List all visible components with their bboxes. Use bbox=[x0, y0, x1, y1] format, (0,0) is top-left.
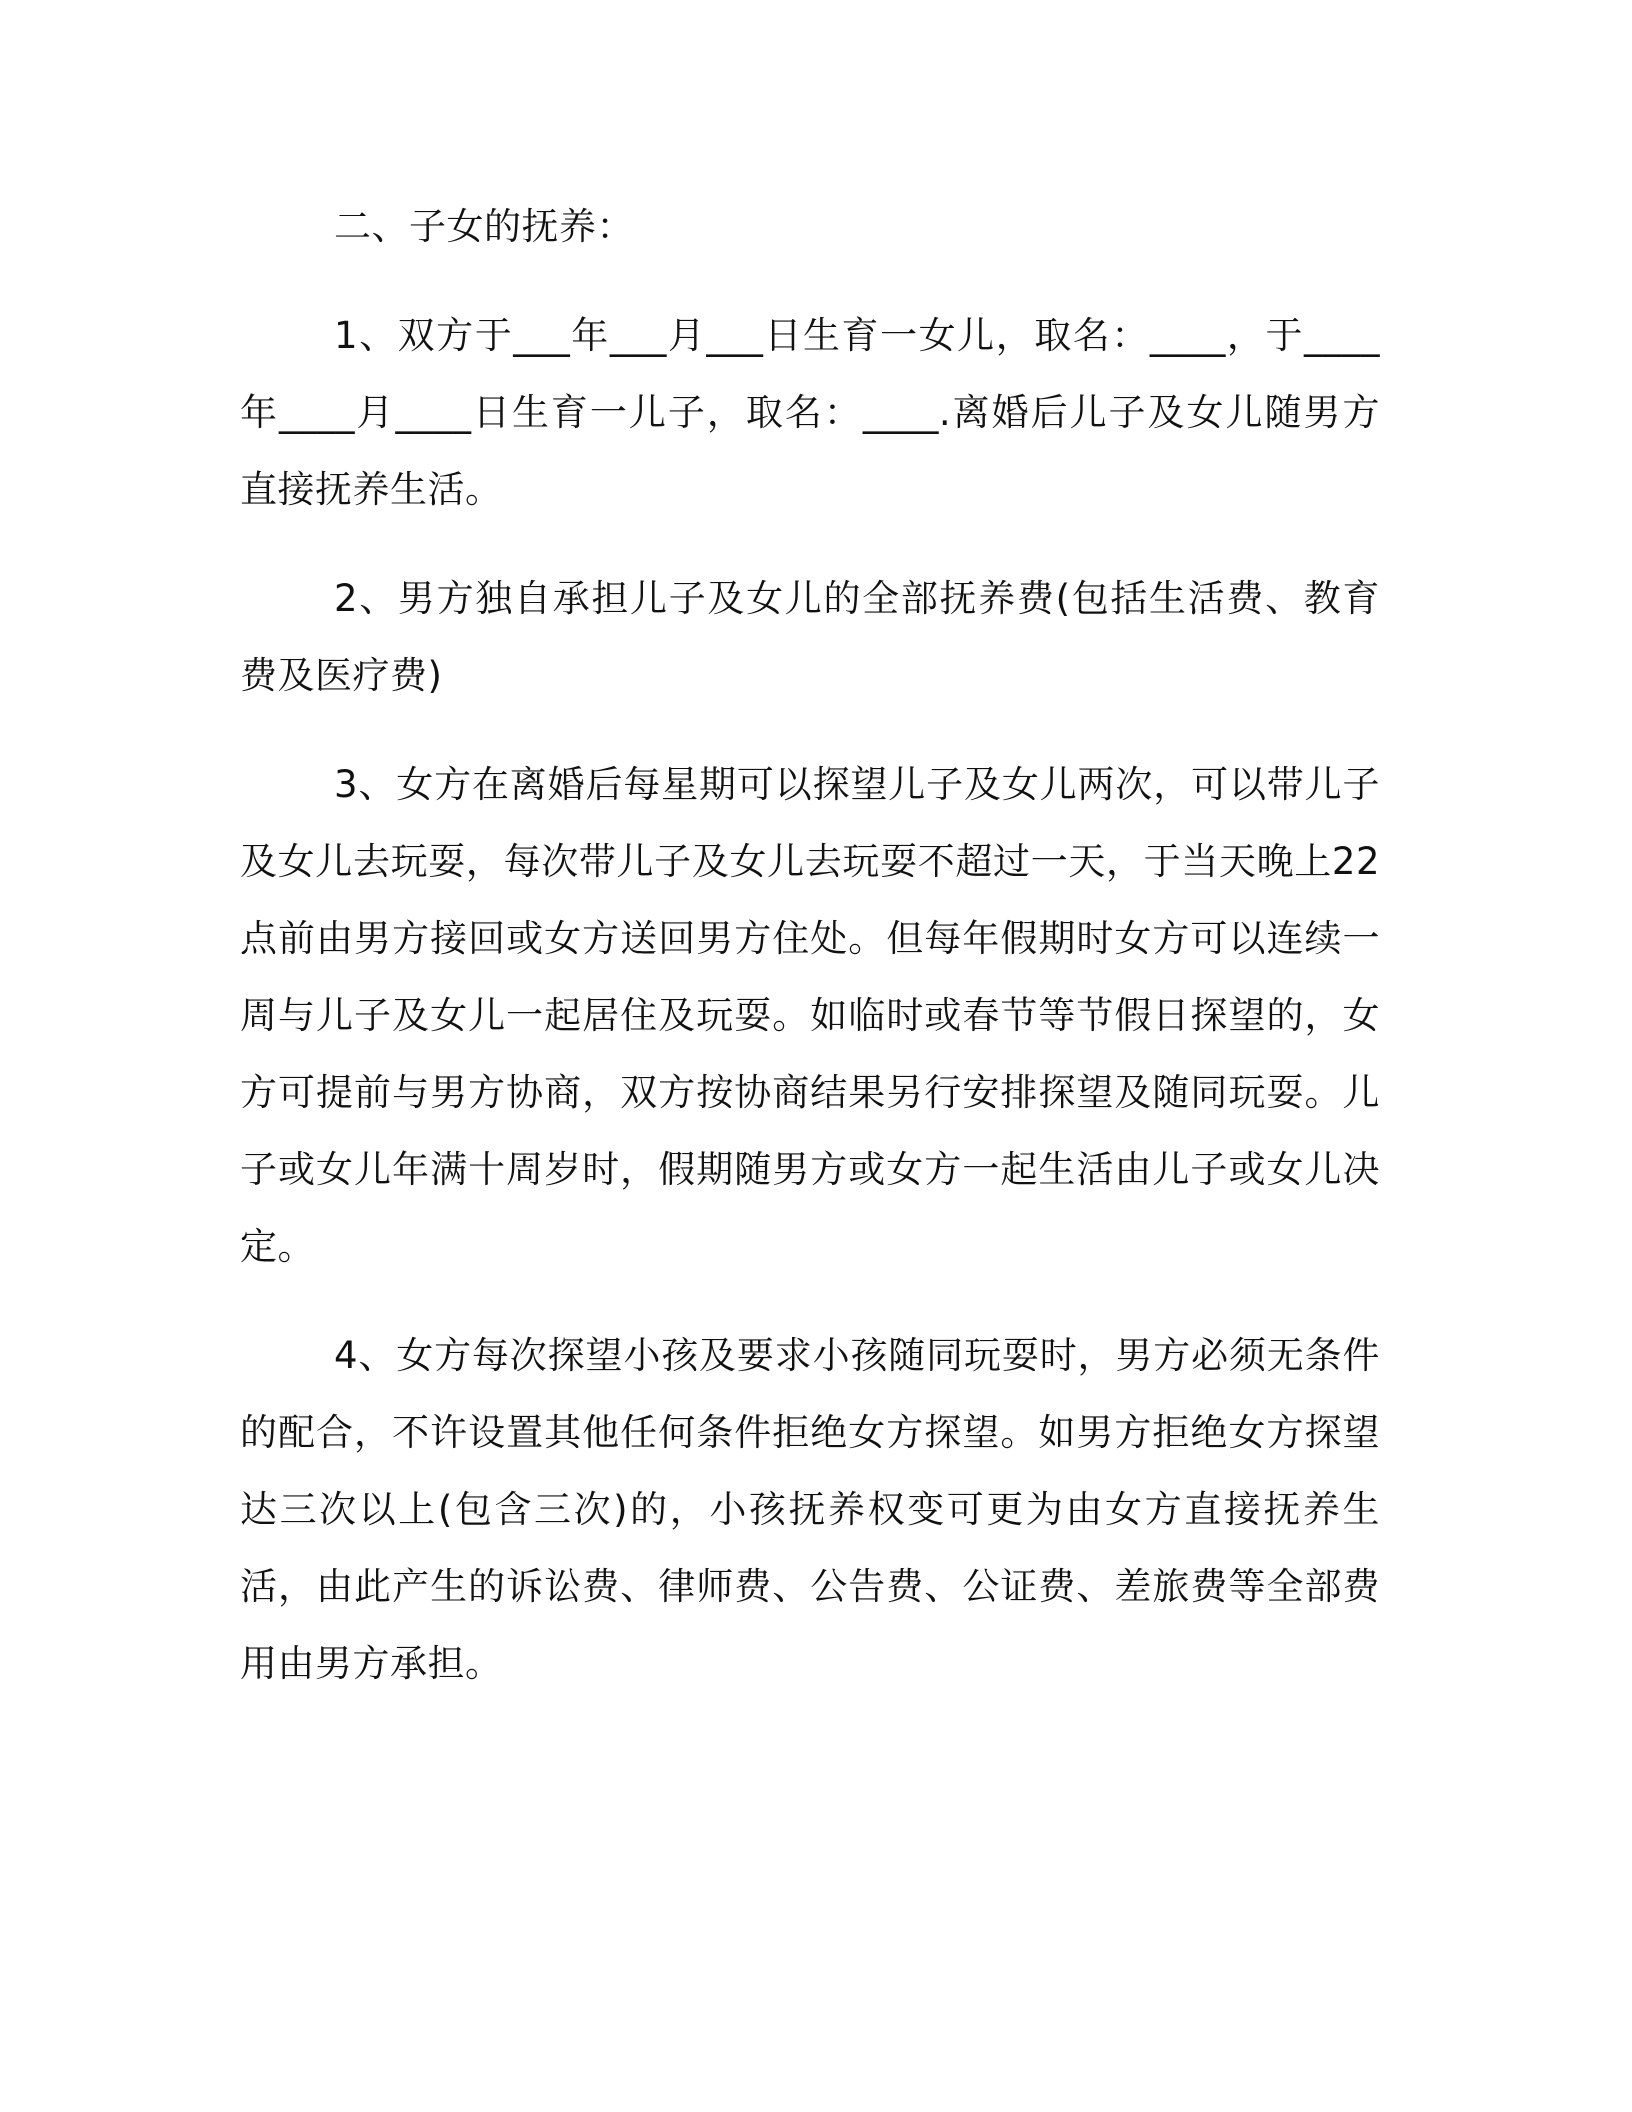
clause-4: 4、女方每次探望小孩及要求小孩随同玩耍时，男方必须无条件的配合，不许设置其他任何条件拒绝女方探望。如男方拒绝女方探望达三次以上(包含三次)的，小孩抚养权变可更为由女方直接抚养生活，由此产生的诉讼费、律师费、公告费、公证费、差旅费等全部费用由男方承担。 bbox=[240, 1334, 1380, 1685]
clause-3: 3、女方在离婚后每星期可以探望儿子及女儿两次，可以带儿子及女儿去玩耍，每次带儿子及女儿去玩耍不超过一天，于当天晚上22点前由男方接回或女方送回男方住处。但每年假期时女方可以连续一周与儿子及女儿一起居住及玩耍。如临时或春节等节假日探望的，女方可提前与男方协商，双方按协商结果另行安排探望及随同玩耍。儿子或女儿年满十周岁时，假期随男方或女方一起生活由儿子或女儿决定。 bbox=[240, 763, 1380, 1268]
clause-2: 2、男方独自承担儿子及女儿的全部抚养费(包括生活费、教育费及医疗费) bbox=[240, 577, 1380, 697]
section-heading: 二、子女的抚养： bbox=[334, 205, 634, 248]
clause-1: 1、双方于___年___月___日生育一女儿，取名：____，于____年____月____日生育一儿子，取名：____.离婚后儿子及女儿随男方直接抚养生活。 bbox=[240, 314, 1380, 511]
document-body bbox=[240, 188, 1380, 1734]
